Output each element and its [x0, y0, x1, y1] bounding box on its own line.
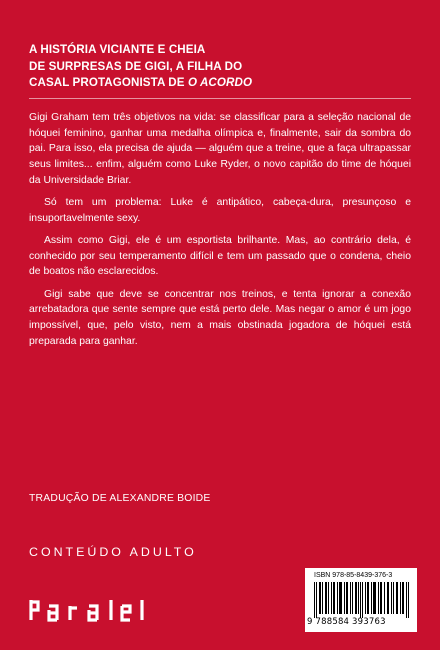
headline-line-2: DE SURPRESAS DE GIGI, A FILHA DO	[29, 59, 243, 73]
barcode-number: 9 788584 393763	[307, 617, 386, 627]
headline	[29, 42, 424, 92]
paralela-logo	[29, 598, 149, 622]
headline-line-1: A HISTÓRIA VICIANTE E CHEIA	[29, 43, 206, 56]
synopsis-paragraph-2: Só tem um problema: Luke é antipático, cabeça-dura, presunçoso e insuportavelmente sexy.	[29, 197, 411, 224]
barcode-icon	[314, 582, 410, 618]
adult-content-label: CONTEÚDO ADULTO	[29, 545, 197, 559]
headline-line-3-text: CASAL PROTAGONISTA DE	[29, 76, 188, 89]
synopsis-paragraph-4: Gigi sabe que deve se concentrar nos treinos, e tenta ignorar a conexão arrebatadora que sente sempre que está perto dele. Mas negar o amor é um jogo impossível, que, pelo visto, nem a mais obstinada jogadora de hóquei está preparada para ganhar.	[29, 288, 411, 347]
headline-line-3	[29, 75, 424, 92]
isbn-text: ISBN 978-85-8439-376-3	[314, 572, 393, 579]
translator-credit: TRADUÇÃO DE ALEXANDRE BOIDE	[29, 493, 211, 504]
divider	[29, 98, 411, 99]
book-title-reference: O ACORDO	[187, 76, 253, 89]
synopsis-paragraph-1: Gigi Graham tem três objetivos na vida: se classificar para a seleção nacional de hóquei feminino, ganhar uma medalha olímpica e, finalmente, sair da sombra do pai. Para isso, ela precisa de ajuda — alguém que a treine, que a faça ultrapassar seus limites... enfim, alguém como Luke Ryder, o novo capitão do time de hóquei da Universidade Briar.	[29, 112, 411, 186]
barcode-box	[305, 568, 417, 632]
synopsis	[29, 110, 411, 356]
synopsis-paragraph-3: Assim como Gigi, ele é um esportista brilhante. Mas, ao contrário dela, é conhecido por seu temperamento difícil e tem um passado que o condena, cheio de boatos não esclarecidos.	[29, 234, 411, 278]
